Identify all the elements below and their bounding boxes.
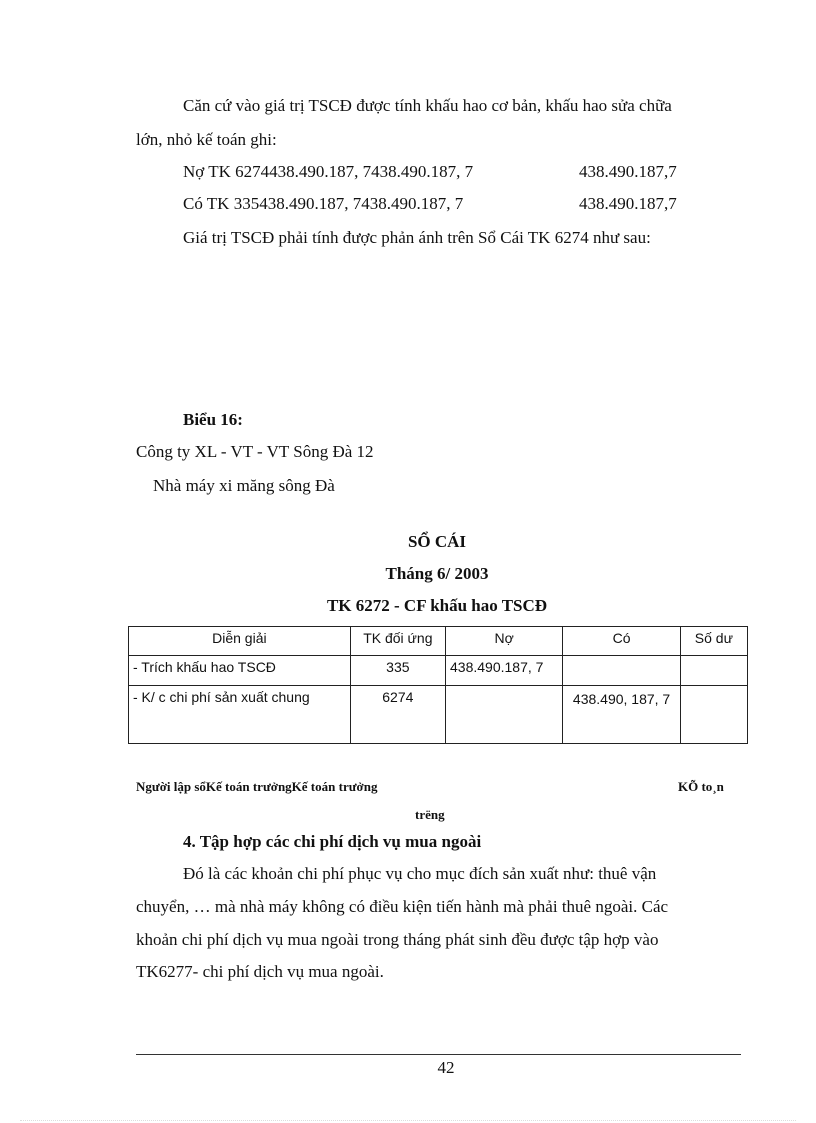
col-header-description: Diễn giải [129,627,351,656]
intro-line-2: lớn, nhỏ kế toán ghi: [136,130,277,149]
table-row [129,686,748,744]
ledger-account: TK 6272 - CF khấu hao TSCĐ [326,596,548,615]
credit-entry: Có TK 335438.490.187, 7438.490.187, 7 [183,194,464,213]
credit-value: 438.490.187,7 [579,194,677,213]
section-heading: 4. Tập hợp các chi phí dịch vụ mua ngoài [183,832,482,851]
col-header-credit: Có [563,627,680,656]
debit-entry: Nợ TK 6274438.490.187, 7438.490.187, 7 [183,162,474,181]
section-line-3: khoản chi phí dịch vụ mua ngoài trong tháng phát sinh đều được tập hợp vào [136,930,659,949]
cell-contra-account: 335 [350,656,445,686]
signature-labels: Người lập sổKế toán trưởngKế toán trưởng [136,779,378,794]
form-label: Biểu 16: [183,410,243,429]
page-bottom-divider [20,1120,796,1121]
ledger-title: SỔ CÁI [407,532,467,551]
cell-credit: 438.490, 187, 7 [563,686,680,744]
cell-debit [446,686,563,744]
section-line-2: chuyển, … mà nhà máy không có điều kiện tiến hành mà phải thuê ngoài. Các [136,897,669,916]
col-header-balance: Số dư [680,627,747,656]
signature-chief-accountant-cont: trëng [415,807,445,822]
cell-debit: 438.490.187, 7 [446,656,563,686]
col-header-debit: Nợ [446,627,563,656]
factory-name: Nhà máy xi măng sông Đà [153,476,335,495]
intro-line-5: Giá trị TSCĐ phải tính được phản ánh trên Sổ Cái TK 6274 như sau: [183,228,651,247]
cell-description: - K/ c chi phí sản xuất chung [129,686,351,744]
cell-description: - Trích khấu hao TSCĐ [129,656,351,686]
table-header-row [129,627,748,656]
section-line-1: Đó là các khoản chi phí phục vụ cho mục đích sản xuất như: thuê vận [183,864,657,883]
col-header-contra-account: TK đối ứng [350,627,445,656]
cell-balance [680,656,747,686]
company-name: Công ty XL - VT - VT Sông Đà 12 [136,442,374,461]
ledger-table [128,626,748,744]
page-number: 42 [437,1058,455,1077]
section-line-4: TK6277- chi phí dịch vụ mua ngoài. [136,962,384,981]
cell-credit [563,656,680,686]
intro-line-1: Căn cứ vào giá trị TSCĐ được tính khấu hao cơ bản, khấu hao sửa chữa [183,96,672,115]
table-row [129,656,748,686]
signature-chief-accountant: KÕ to¸n [678,779,724,794]
footer-divider [136,1054,741,1055]
ledger-month: Tháng 6/ 2003 [385,564,489,583]
cell-balance [680,686,747,744]
cell-contra-account: 6274 [350,686,445,744]
debit-value: 438.490.187,7 [579,162,677,181]
